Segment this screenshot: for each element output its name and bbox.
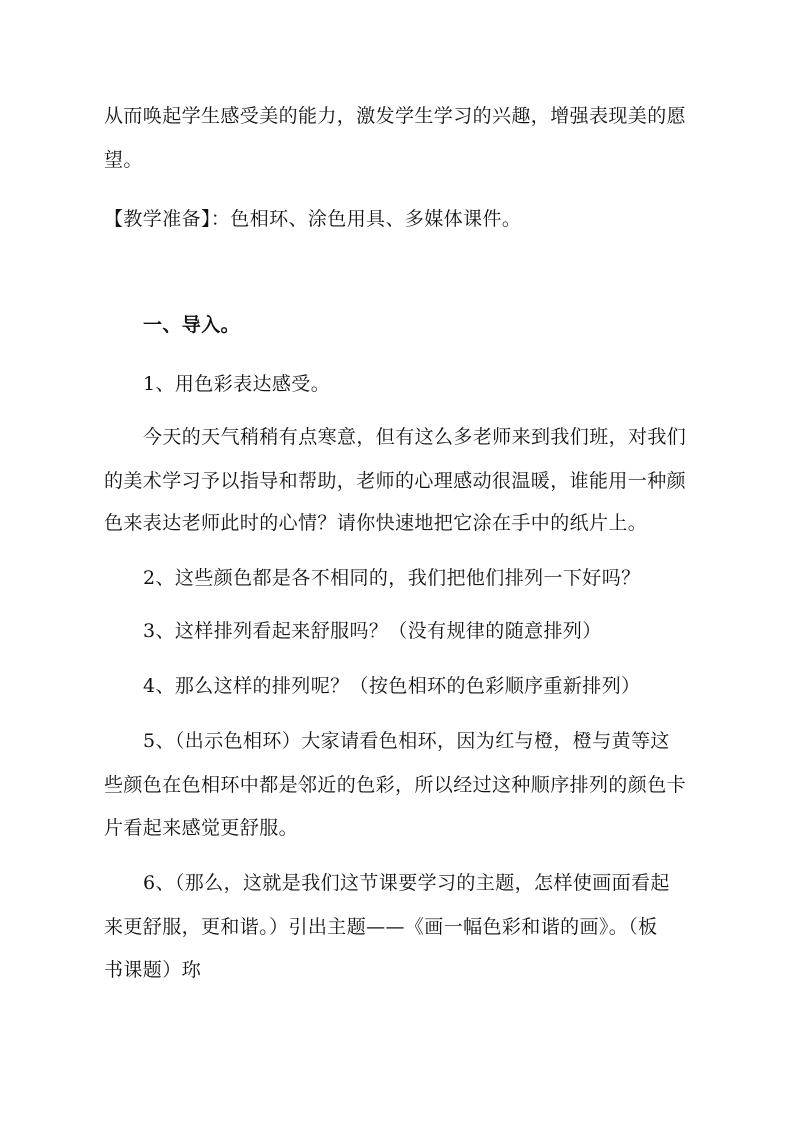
item-2: 2、这些颜色都是各不相同的，我们把他们排列一下好吗？ — [143, 567, 641, 589]
item-4: 4、那么这样的排列呢？（按色相环的色彩顺序重新排列） — [143, 675, 641, 697]
item-3: 3、这样排列看起来舒服吗？（没有规律的随意排列） — [143, 620, 602, 642]
item-5-line: 片看起来感觉更舒服。 — [104, 817, 299, 839]
item-6-line: 来更舒服，更和谐。）引出主题——《画一幅色彩和谐的画》。（板 — [104, 916, 658, 938]
section-heading: 一、导入。 — [143, 314, 241, 336]
item-6-line: 6、（那么，这就是我们这节课要学习的主题，怎样使画面看起 — [143, 872, 670, 894]
item-6-line: 书课题）珎 — [104, 959, 202, 981]
item-5-line: 些颜色在色相环中都是邻近的色彩，所以经过这种顺序排列的颜色卡 — [104, 774, 687, 796]
intro-paragraph-line: 从而唤起学生感受美的能力，激发学生学习的兴趣，增强表现美的愿 — [104, 105, 687, 127]
item-1-title: 1、用色彩表达感受。 — [143, 373, 331, 395]
item-1-body-line: 色来表达老师此时的心情？请你快速地把它涂在手中的纸片上。 — [104, 512, 648, 534]
teaching-preparation: 【教学准备】：色相环、涂色用具、多媒体课件。 — [104, 208, 522, 230]
item-1-body-line: 的美术学习予以指导和帮助，老师的心理感动很温暖，谁能用一种颜 — [104, 470, 687, 492]
item-1-body-line: 今天的天气稍稍有点寒意，但有这么多老师来到我们班，对我们 — [143, 426, 687, 448]
intro-paragraph-line: 望。 — [104, 149, 143, 171]
item-5-line: 5、（出示色相环）大家请看色相环，因为红与橙，橙与黄等这 — [143, 730, 670, 752]
